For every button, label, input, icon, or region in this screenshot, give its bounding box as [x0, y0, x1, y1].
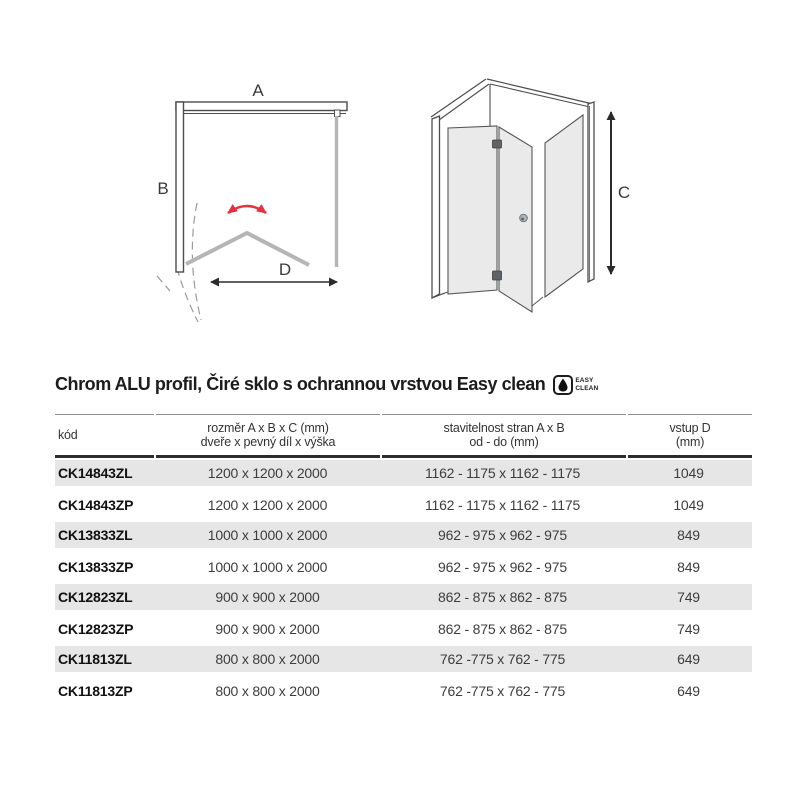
- cell-adjustability: 962 - 975 x 962 - 975: [438, 527, 567, 543]
- easy-clean-badge: [553, 375, 598, 395]
- door-swing-dashed-line: [177, 268, 198, 322]
- table-header: [55, 414, 752, 458]
- cell-entry-width: 1049: [673, 496, 704, 513]
- cell-dimensions: 800 x 800 x 2000: [215, 651, 320, 667]
- cell-dimensions: 800 x 800 x 2000: [215, 682, 320, 699]
- table-row: [55, 613, 752, 644]
- wall-profile-left: [176, 102, 184, 272]
- cell-entry-width: 649: [677, 651, 700, 667]
- dim-label-b: B: [157, 179, 169, 198]
- cell-entry-width: 849: [677, 558, 700, 575]
- table-row: [55, 551, 752, 582]
- cell-dimensions: 900 x 900 x 2000: [215, 620, 320, 637]
- cell-adjustability: 762 -775 x 762 - 775: [439, 682, 566, 699]
- cell-code: CK13833ZL: [58, 527, 133, 543]
- header-kod: kód: [55, 414, 154, 458]
- page-title: Chrom ALU profil, Čiré sklo s ochrannou vrstvou Easy clean: [55, 374, 546, 394]
- table-body: [55, 458, 752, 706]
- door-swing-dashed-line: [157, 276, 170, 291]
- cell-adjustability: 962 - 975 x 962 - 975: [438, 558, 567, 575]
- section-title-bar: [55, 374, 598, 395]
- cell-adjustability: 1162 - 1175 x 1162 - 1175: [424, 465, 581, 481]
- technical-diagrams: [0, 0, 800, 360]
- header-stavitelnost: stavitelnost stran A x B od - do (mm): [382, 414, 626, 458]
- cell-entry-width: 1049: [673, 465, 704, 481]
- table-row: [55, 582, 752, 613]
- cell-code: CK13833ZP: [58, 558, 134, 575]
- cell-dimensions: 1200 x 1200 x 2000: [207, 465, 328, 481]
- cell-code: CK12823ZL: [58, 589, 133, 605]
- cell-entry-width: 749: [677, 620, 700, 637]
- header-vstup: vstup D (mm): [628, 414, 752, 458]
- table-row: [55, 644, 752, 675]
- plan-view-diagram: [157, 81, 347, 322]
- dim-label-d: D: [278, 260, 292, 279]
- cell-entry-width: 649: [677, 682, 700, 699]
- door-panel-left: [448, 126, 497, 294]
- door-knob-detail: [521, 218, 524, 221]
- wall-profile-top: [176, 102, 347, 111]
- easy-clean-label: EASY CLEAN: [575, 377, 599, 392]
- cell-adjustability: 762 -775 x 762 - 775: [439, 651, 566, 667]
- cell-entry-width: 749: [677, 589, 700, 605]
- hinge-icon: [493, 140, 502, 148]
- cell-code: CK14843ZP: [58, 496, 134, 513]
- cell-dimensions: 1000 x 1000 x 2000: [207, 558, 328, 575]
- wall-post-left: [432, 116, 440, 298]
- cell-adjustability: 1162 - 1175 x 1162 - 1175: [424, 496, 581, 513]
- door-swing-arrow-icon: [228, 206, 266, 213]
- hinge-icon: [493, 271, 502, 280]
- table-row: [55, 675, 752, 706]
- header-rozmer: rozměr A x B x C (mm) dveře x pevný díl x výška: [156, 414, 380, 458]
- table-row: [55, 520, 752, 551]
- cell-dimensions: 900 x 900 x 2000: [215, 589, 320, 605]
- cell-code: CK11813ZP: [58, 682, 133, 699]
- cell-code: CK11813ZL: [58, 651, 132, 667]
- cell-code: CK14843ZL: [58, 465, 133, 481]
- dim-label-c: C: [617, 183, 631, 202]
- cell-entry-width: 849: [677, 527, 700, 543]
- dim-label-a: A: [252, 81, 264, 100]
- cell-adjustability: 862 - 875 x 862 - 875: [438, 620, 567, 637]
- table-row: [55, 489, 752, 520]
- cell-code: CK12823ZP: [58, 620, 134, 637]
- fixed-glass-panel-3d: [545, 115, 583, 297]
- cell-dimensions: 1200 x 1200 x 2000: [207, 496, 328, 513]
- wall-post-right: [588, 102, 594, 282]
- glass-clamp: [335, 110, 341, 117]
- table-row: [55, 458, 752, 489]
- cell-adjustability: 862 - 875 x 862 - 875: [438, 589, 567, 605]
- cell-dimensions: 1000 x 1000 x 2000: [207, 527, 328, 543]
- perspective-view-diagram: [431, 79, 630, 312]
- droplet-icon: [553, 375, 573, 395]
